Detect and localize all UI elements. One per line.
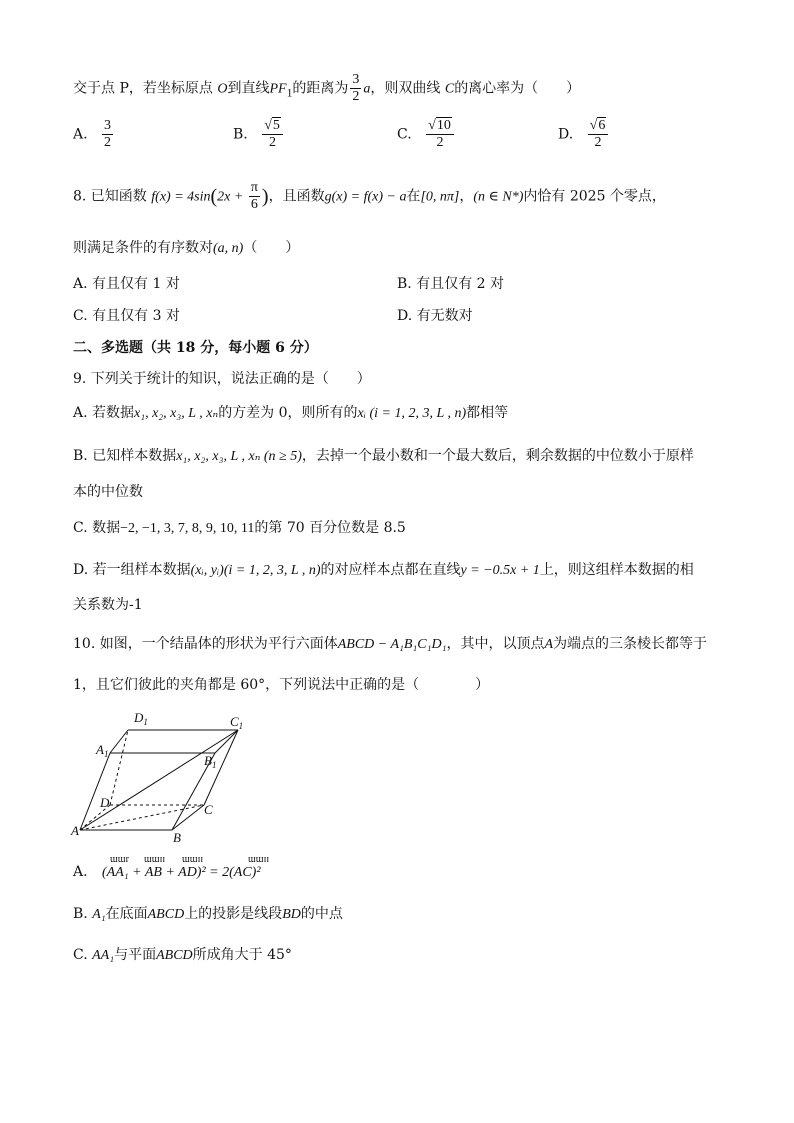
option-text: 在底面 — [105, 906, 148, 922]
q7-stem-text: 的离心率为（ ） — [454, 80, 581, 97]
q9-stem: 9. 下列关于统计的知识，说法正确的是（ ） — [73, 371, 371, 387]
sqrt-radicand: 5 — [272, 118, 280, 133]
math-g-expr: g(x) = f(x) − a — [324, 189, 407, 205]
math-f-expr: f(x) = 4sin — [151, 189, 211, 205]
sqrt-sign: √ — [264, 118, 272, 133]
q8-text: 8. 已知函数 — [73, 188, 147, 205]
edge-a1d1 — [110, 730, 128, 753]
q8-text: ，且函数 — [268, 188, 325, 205]
frac-num — [588, 118, 609, 135]
q8-text: 则满足条件的有序数对 — [73, 240, 213, 256]
option-text: 都相等 — [466, 405, 509, 421]
q10-stem-line1 — [73, 634, 707, 655]
option-fraction — [588, 118, 609, 151]
frac-den: 2 — [594, 135, 602, 150]
frac-den: 2 — [352, 89, 360, 104]
frac-num — [426, 118, 454, 135]
option-text: D. 有无数对 — [397, 308, 473, 324]
math-interval: [0, nπ] — [420, 189, 460, 205]
option-text: 的第 70 百分位数是 8.5 — [254, 520, 406, 536]
q8-option-c[interactable] — [73, 306, 180, 326]
q10-stem-line2: 1，且它们彼此的夹角都是 60°，下列说法中正确的是（ ） — [73, 677, 490, 693]
q8-option-b[interactable] — [397, 274, 504, 294]
option-letter: C. — [73, 947, 93, 963]
frac-den: 2 — [436, 135, 444, 150]
option-text: A. 有且仅有 1 对 — [73, 276, 180, 292]
math-cond: (n ∈ N*) — [473, 189, 524, 205]
option-text: B. 有且仅有 2 对 — [397, 276, 504, 292]
math-vertex: A — [544, 637, 554, 652]
q7-stem-text: 的距离为 — [292, 80, 349, 97]
frac-num: 3 — [352, 72, 360, 87]
frac-num: π — [250, 180, 258, 195]
q7-option-b[interactable] — [233, 118, 285, 151]
q9-option-d-cont: 关系数为-1 — [73, 597, 143, 613]
math-line-pf: PF — [269, 81, 287, 97]
math-c: C — [444, 81, 455, 97]
q9-option-d[interactable] — [73, 560, 694, 581]
q8-text: （ ） — [243, 240, 300, 256]
vector-equation — [102, 854, 270, 883]
q9-option-b-cont: 本的中位数 — [73, 484, 143, 500]
frac-den: 2 — [104, 135, 112, 150]
edge-c1b1 — [215, 730, 238, 753]
math-sub: 1 — [286, 86, 293, 100]
parallelepiped-figure — [70, 708, 260, 848]
section-heading: 二、多选题（共 18 分，每小题 6 分） — [73, 340, 318, 356]
option-text: 与平面 — [114, 947, 157, 963]
option-text: C. 数据 — [73, 520, 121, 536]
math-expr: ABCD — [156, 948, 193, 963]
q10-text: 为端点的三条棱长都等于 — [553, 636, 708, 652]
option-letter: B. — [233, 126, 248, 143]
q10-option-b[interactable] — [73, 904, 343, 925]
q8-option-d[interactable] — [397, 306, 473, 326]
option-letter: B. — [73, 906, 93, 922]
option-letter: C. — [397, 126, 412, 143]
option-text: D. 若一组样本数据 — [73, 562, 191, 578]
label-a1: $A_1$ — [96, 742, 109, 759]
label-b1: $B_1$ — [204, 753, 217, 770]
q7-stem-text: 交于点 P，若坐标原点 — [73, 80, 218, 97]
option-text: 上，则这组样本数据的相 — [539, 562, 694, 578]
math-expr: ABCD — [147, 907, 185, 922]
q9-option-b[interactable] — [73, 446, 694, 467]
label-c1: $C_1$ — [230, 714, 244, 731]
q9-option-c[interactable] — [73, 518, 406, 539]
diagonal-ac-hidden — [80, 805, 204, 830]
q7-option-c[interactable] — [397, 118, 456, 151]
option-text: ，去掉一个最小数和一个最大数后，剩余数据的中位数小于原样 — [301, 448, 694, 464]
sqrt-sign: √ — [589, 118, 598, 133]
math-expr: BD — [282, 907, 301, 922]
sqrt-sign: √ — [428, 118, 436, 133]
q7-option-d[interactable] — [558, 118, 610, 151]
option-text: 上的投影是线段 — [184, 906, 283, 922]
math-o: O — [217, 81, 228, 97]
q10-option-a[interactable] — [73, 854, 270, 883]
edge-bc — [172, 805, 204, 830]
option-fraction — [426, 118, 454, 151]
option-letter: A. — [73, 126, 88, 143]
q8-stem-line1 — [73, 180, 666, 213]
option-text: 的中点 — [300, 906, 343, 922]
frac-num — [262, 118, 283, 135]
frac-den: 6 — [250, 197, 258, 212]
edge-aa1 — [80, 753, 110, 830]
math-a: a — [363, 81, 371, 97]
q10-option-c[interactable] — [73, 945, 292, 966]
math-inner: 2x + — [217, 189, 247, 205]
sqrt-radicand: 10 — [436, 118, 451, 133]
option-text: A. 若数据 — [73, 405, 135, 421]
q7-stem — [73, 72, 580, 105]
math-expr: AA₁ — [92, 948, 115, 963]
option-text: B. 已知样本数据 — [73, 448, 177, 464]
option-letter: D. — [558, 126, 574, 143]
fraction-three-halves — [350, 72, 361, 105]
q8-option-a[interactable] — [73, 274, 180, 294]
q8-text: 内恰有 2025 个零点， — [523, 188, 666, 205]
q7-option-a[interactable] — [73, 118, 115, 151]
paren-open: ( — [210, 185, 218, 208]
label-c: C — [204, 802, 213, 817]
vector-mark: ɯɯɪɪ — [182, 854, 204, 865]
frac-num: 3 — [104, 118, 112, 133]
option-fraction — [262, 118, 283, 151]
q7-stem-text: 到直线 — [227, 80, 270, 97]
q10-text: 10. 如图，一个结晶体的形状为平行六面体 — [73, 636, 338, 652]
option-text: 所成角大于 45° — [192, 947, 292, 963]
label-b: B — [173, 830, 181, 845]
paren-close: ) — [261, 185, 269, 208]
math-solid: ABCD − A₁B₁C₁D₁ — [337, 637, 447, 652]
option-letter: A. — [73, 864, 88, 880]
sqrt-radicand: 6 — [598, 118, 606, 133]
label-d1: $D_1$ — [134, 710, 148, 727]
math-expr: x₁, x₂, x₃, L , xₙ — [134, 406, 219, 421]
frac-den: 2 — [269, 135, 277, 150]
option-text: 的方差为 0，则所有的 — [218, 405, 358, 421]
fraction-pi-6 — [249, 180, 260, 213]
math-expr: (xᵢ, yᵢ)(i = 1, 2, 3, L , n) — [190, 563, 321, 578]
vector-mark: ɯɯɪɪ — [248, 854, 270, 865]
math-expr: (AA₁ + AB + AD)² = 2(AC)² — [102, 865, 261, 880]
vector-mark: ɯɯr — [110, 854, 129, 865]
label-a: A — [71, 823, 79, 838]
option-text: C. 有且仅有 3 对 — [73, 308, 180, 324]
math-expr: x₁, x₂, x₃, L , xₙ (n ≥ 5) — [176, 449, 302, 464]
label-d: D — [100, 795, 110, 810]
q7-stem-text: ，则双曲线 — [370, 80, 445, 97]
q8-text: 在 — [406, 188, 421, 205]
math-expr: xᵢ (i = 1, 2, 3, L , n) — [357, 406, 467, 421]
math-expr: A₁ — [92, 907, 106, 922]
q9-option-a[interactable] — [73, 403, 508, 424]
q10-text: ，其中，以顶点 — [446, 636, 545, 652]
math-pair: (a, n) — [213, 241, 244, 256]
math-expr: −2, −1, 3, 7, 8, 9, 10, 11 — [120, 521, 255, 536]
math-expr: y = −0.5x + 1 — [460, 563, 540, 578]
vector-mark: ɯɯɪɪ — [144, 854, 166, 865]
option-fraction — [102, 118, 113, 151]
option-text: 的对应样本点都在直线 — [320, 562, 461, 578]
q8-stem-line2 — [73, 238, 299, 259]
q8-text: ， — [459, 188, 474, 205]
